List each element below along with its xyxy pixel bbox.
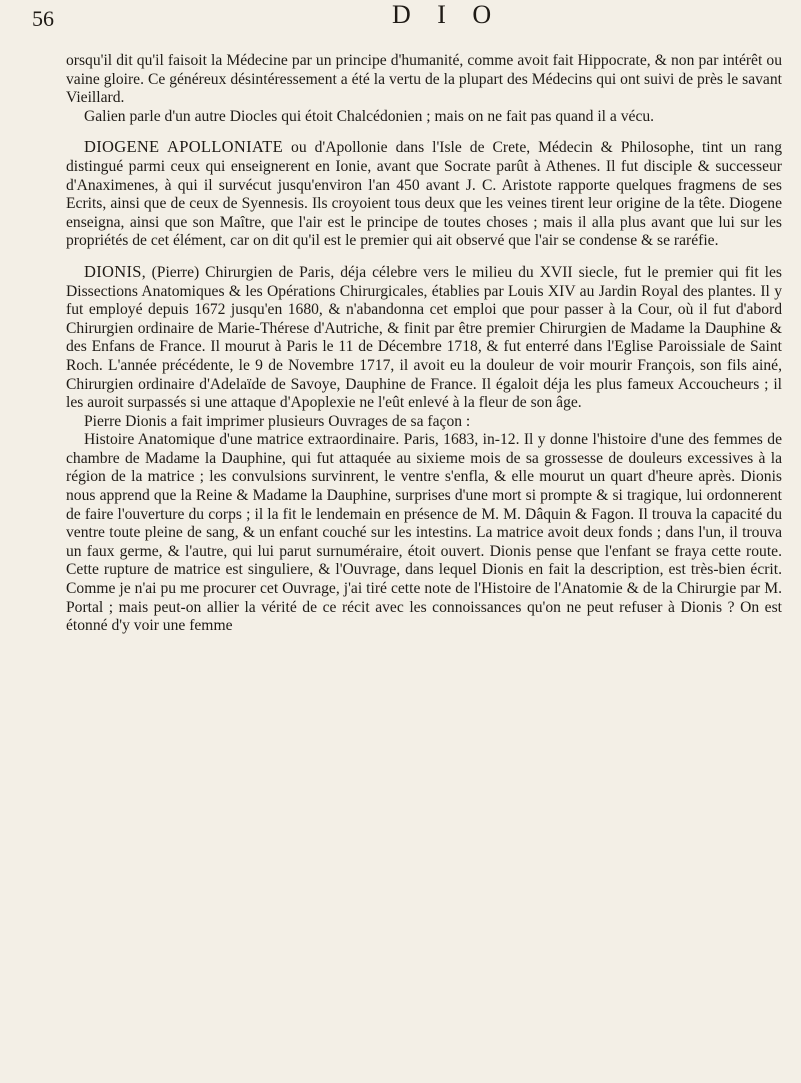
- paragraph-galien: Galien parle d'un autre Diocles qui étoit Chalcédonien ; mais on ne fait pas quand il a vécu.: [84, 107, 655, 125]
- page-number: 56: [32, 6, 54, 31]
- entry-text-diogene: ou d'Apollonie dans l'Isle de Crete, Médecin & Philosophe, tint un rang distingué parmi ceux qui enseignerent en Ionie, avant que Socrate parût à Athenes. Il fut disciple & successeur d'Anaximenes, à qui il survécut jusqu'environ l'an 450 avant J. C. Aristote rapporte quelques fragmens de ses Ecrits, ainsi que de ceux de Syennesis. Ils croyoient tous deux que les veines tirent leur origine de la tête. Diogene enseigna, ainsi que son Maître, que l'air est le principe de toutes choses ; mais il alla plus avant que lui sur les propriétés de cet élément, car on dit qu'il est le premier qui ait observé que l'air se condense & se raréfie.: [66, 139, 783, 250]
- page-body: [66, 52, 782, 636]
- entry-headword-dionis: DIONIS: [84, 261, 142, 281]
- entry-dionis: [66, 263, 782, 413]
- entry-text-dionis: , (Pierre) Chirurgien de Paris, déja célebre vers le milieu du XVII siecle, fut le premier qui fit les Dissections Anatomiques & les Opérations Chirurgicales, établies par Louis XIV au Jardin Royal des plantes. Il y fut employé depuis 1672 jusqu'en 1680, & n'abandonna cet emploi que pour passer à la Cour, où il fut d'abord Chirurgien ordinaire de Marie-Thérese d'Autriche, & finit par être premier Chirurgien de Madame la Dauphine & des Enfans de France. Il mourut à Paris le 11 de Décembre 1718, & fut enterré dans l'Eglise Paroissiale de Saint Roch. L'année précédente, le 9 de Novembre 1717, il avoit eu la douleur de voir mourir François, son fils ainé, Chirurgien ordinaire d'Adelaïde de Savoye, Dauphine de France. Il égaloit déja les plus fameux Accoucheurs ; il les auroit surpassés si une attaque d'Apoplexie ne l'eût enlevé à la fleur de son âge.: [66, 263, 782, 412]
- running-head: D I O: [392, 0, 502, 29]
- paragraph-works-intro: Pierre Dionis a fait imprimer plusieurs Ouvrages de sa façon :: [84, 412, 471, 430]
- entry-diogene: [66, 138, 782, 251]
- paragraph-continuation: orsqu'il dit qu'il faisoit la Médecine par un principe d'humanité, comme avoit fait Hippocrate, & non par intérêt ou vaine gloire. Ce généreux désintéressement a été la vertu de la plupart des Médecins qui ont suivi de près le savant Vieillard.: [66, 52, 782, 107]
- entry-headword-diogene: DIOGENE APOLLONIATE: [84, 137, 284, 157]
- paragraph-histoire-anatomique: Histoire Anatomique d'une matrice extraordinaire. Paris, 1683, in-12. Il y donne l'histoire d'une des femmes de chambre de Madame la Dauphine, qui fut attaquée au sixieme mois de sa grossesse de douleurs excessives à la région de la matrice ; les convulsions survinrent, le ventre s'enfla, & elle mourut un quart d'heure après. Dionis nous apprend que la Reine & Madame la Dauphine, surprises d'une mort si prompte & si tragique, lui ordonnerent de faire l'ouverture du corps ; il la fit le lendemain en présence de M. M. Dâquin & Fagon. Il trouva la capacité du ventre toute pleine de sang, & un enfant couché sur les intestins. La matrice avoit deux fonds ; dans l'un, il trouva un faux germe, & l'autre, qui lui parut surnuméraire, étoit ouvert. Dionis pense que l'enfant se fraya cette route. Cette rupture de matrice est singuliere, & l'Ouvrage, dans lequel Dionis en fait la description, est très-bien écrit. Comme je n'ai pu me procurer cet Ouvrage, j'ai tiré cette note de l'Histoire de l'Anatomie & de la Chirurgie par M. Portal ; mais peut-on allier la vérité de ce récit avec les connoissances qu'on ne peut refuser à Dionis ? On est étonné d'y voir une femme: [66, 431, 782, 635]
